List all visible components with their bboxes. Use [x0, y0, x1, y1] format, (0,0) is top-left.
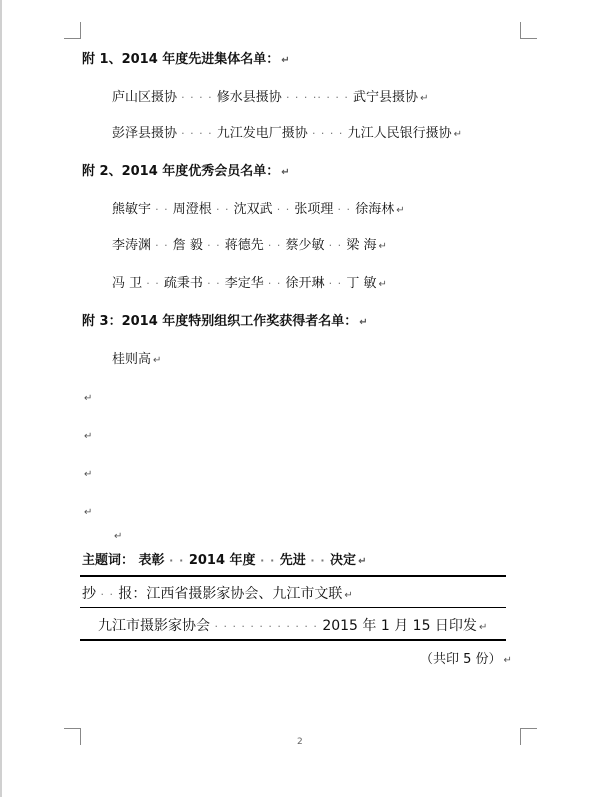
list-item: 梁 海 [346, 238, 377, 253]
cc-recipients: 江西省摄影家协会、九江市文联 [146, 586, 343, 602]
empty-paragraph: ↵ [84, 393, 93, 404]
copies-note: （共印 5 份） ↵ [420, 652, 512, 667]
page-edge [0, 0, 2, 797]
cc-label: 抄 [82, 586, 96, 602]
subject-label: 主题词： [82, 553, 135, 568]
subject-word: 表彰 [138, 553, 165, 568]
list-item: 疏秉书 [163, 276, 203, 291]
issuer-org: 九江市摄影家协会 [98, 618, 210, 634]
empty-paragraph: ↵ [84, 469, 93, 480]
list-item: 李定华 [224, 276, 264, 291]
list-item: 詹 毅 [172, 238, 203, 253]
empty-paragraph: ↵ [84, 507, 93, 518]
appendix3-heading: 附 3：2014 年度特别组织工作奖获得者名单： ↵ [82, 314, 368, 329]
list-item: 徐开琳 [285, 276, 325, 291]
subject-word: 决定 [330, 553, 357, 568]
divider-line [80, 575, 506, 577]
divider-line [80, 607, 506, 608]
corner-mark-top-left [64, 22, 81, 39]
appendix2-row3: 冯 卫 · · 疏秉书 · · 李定华 · · 徐开琳 · · 丁 敏 ↵ [112, 276, 387, 291]
appendix2-row1: 熊敏宇 · · 周澄根 · · 沈双武 · · 张项理 · · 徐海林 ↵ [112, 202, 405, 217]
empty-paragraph: ↵ [114, 531, 123, 542]
appendix2-heading: 附 2、2014 年度优秀会员名单： ↵ [82, 164, 290, 179]
corner-mark-bottom-right [520, 728, 537, 745]
subject-word: 2014 年度 [188, 553, 256, 568]
appendix2-row2: 李涛渊 · · 詹 毅 · · 蒋德先 · · 蔡少敏 · · 梁 海 ↵ [112, 238, 387, 253]
issuer-line: 九江市摄影家协会 · · · · · · · · · · · · 2015 年 1 月 15 日印发 ↵ [98, 618, 488, 634]
list-item: 九江发电厂摄协 [216, 126, 308, 141]
list-item: 冯 卫 [112, 276, 143, 291]
list-item: 熊敏宇 [112, 202, 152, 217]
subject-line: 主题词： 表彰 · · 2014 年度 · · 先进 · · 决定 ↵ [82, 553, 367, 568]
appendix1-heading: 附 1、2014 年度先进集体名单： ↵ [82, 52, 290, 67]
list-item: 李涛渊 [112, 238, 152, 253]
appendix1-row1: 庐山区摄协 · · · · 修水县摄协 · · · ·· · · · 武宁县摄协 ↵ [112, 90, 429, 105]
list-item: 九江人民银行摄协 [347, 126, 452, 141]
issue-date: 2015 年 1 月 15 日印发 [322, 618, 477, 634]
list-item: 蒋德先 [224, 238, 264, 253]
corner-mark-bottom-left [64, 728, 81, 745]
corner-mark-top-right [520, 22, 537, 39]
list-item: 彭泽县摄协 [112, 126, 178, 141]
list-item: 修水县摄协 [216, 90, 282, 105]
subject-word: 先进 [279, 553, 306, 568]
cc-line: 抄 · · 报：江西省摄影家协会、九江市文联 ↵ [82, 586, 353, 602]
list-item: 桂则高 [112, 352, 152, 367]
list-item: 蔡少敏 [285, 238, 325, 253]
empty-paragraph: ↵ [84, 431, 93, 442]
list-item: 张项理 [294, 202, 334, 217]
appendix1-row2: 彭泽县摄协 · · · · 九江发电厂摄协 · · · · 九江人民银行摄协 ↵ [112, 126, 462, 141]
list-item: 丁 敏 [346, 276, 377, 291]
appendix3-row1: 桂则高 ↵ [112, 352, 162, 367]
page-number: 2 [297, 737, 303, 747]
list-item: 周澄根 [172, 202, 212, 217]
list-item: 武宁县摄协 [353, 90, 419, 105]
cc-label-2: 报： [118, 586, 147, 602]
divider-line [80, 639, 506, 641]
list-item: 沈双武 [233, 202, 273, 217]
list-item: 徐海林 [355, 202, 395, 217]
list-item: 庐山区摄协 [112, 90, 178, 105]
